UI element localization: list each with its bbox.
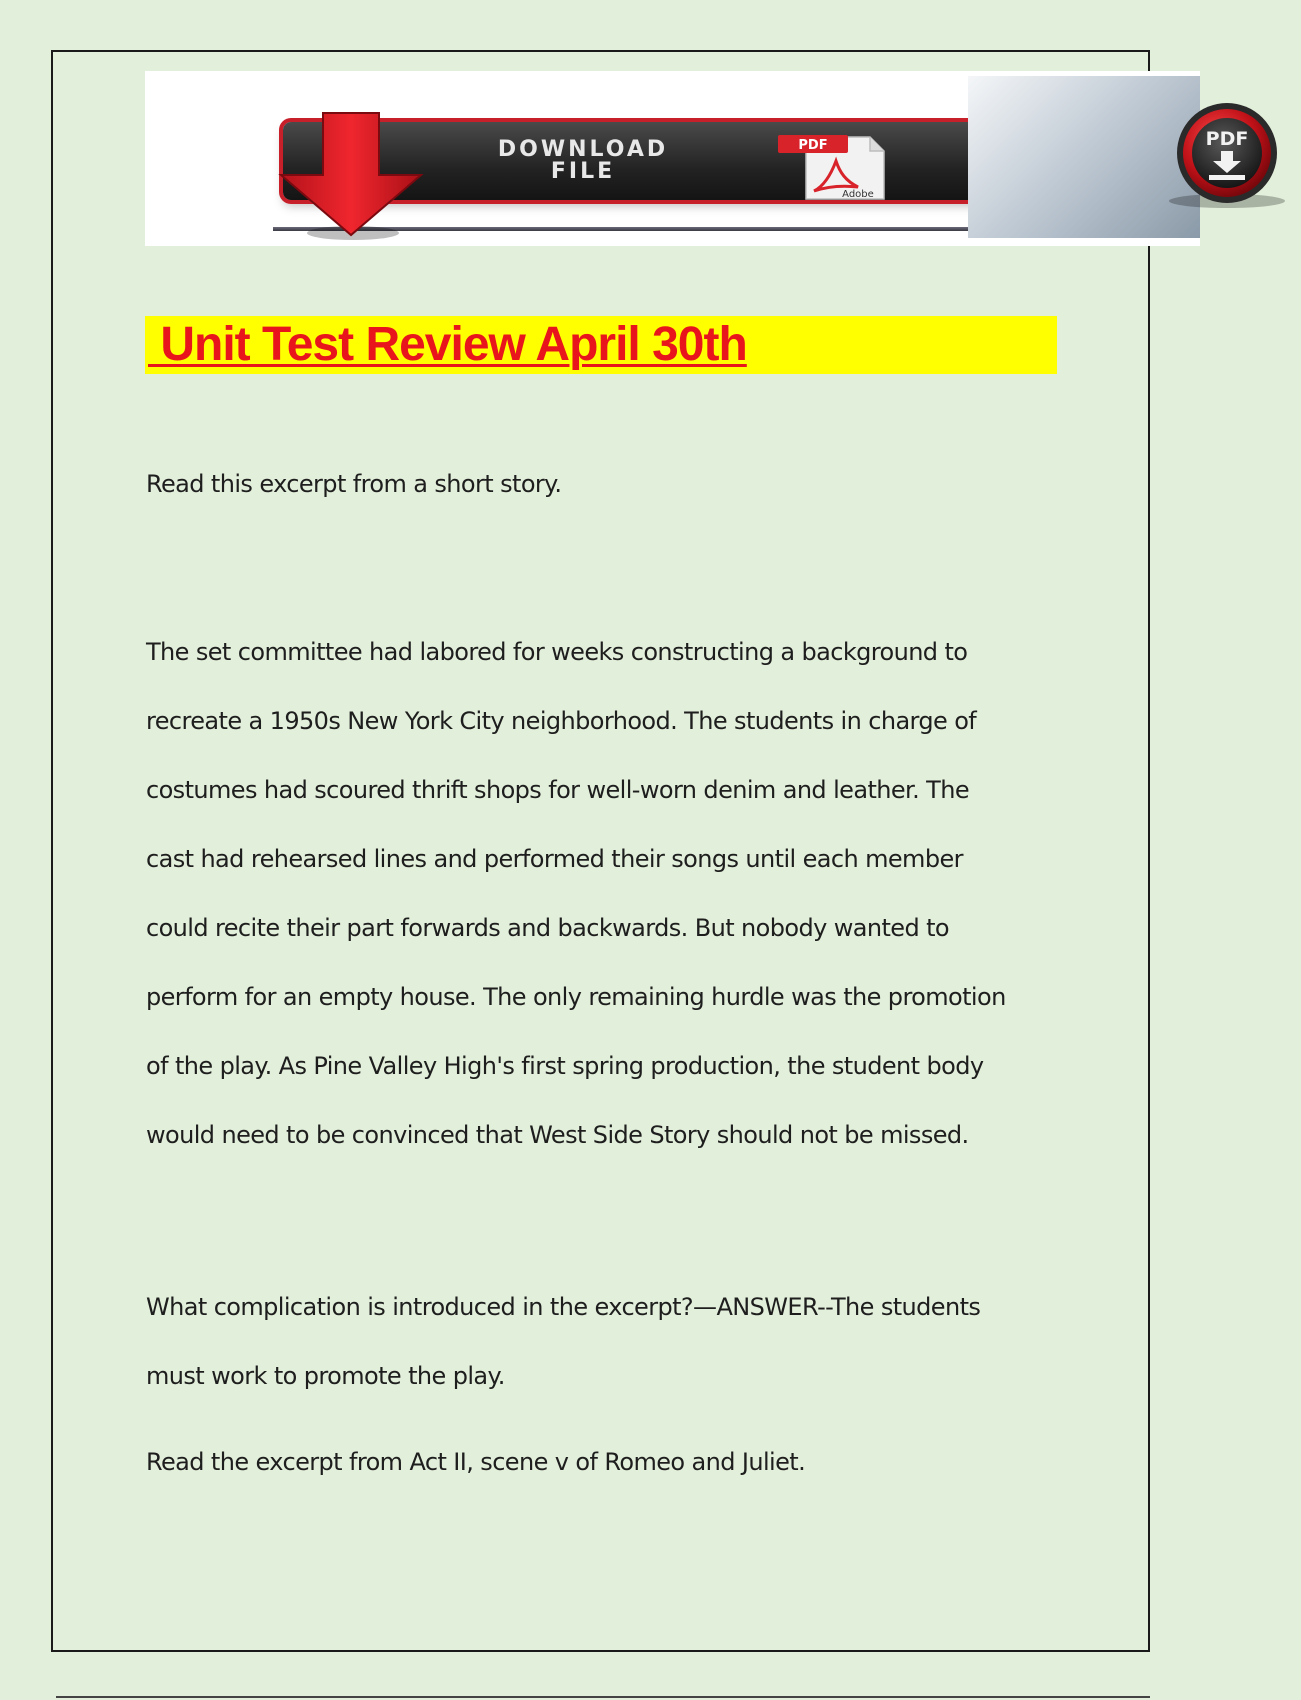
page-bottom-rule bbox=[56, 1696, 1150, 1698]
excerpt-line: would need to be convinced that West Side Story should not be missed. bbox=[146, 1121, 969, 1149]
adobe-pdf-document-icon bbox=[778, 133, 888, 203]
download-banner[interactable] bbox=[145, 71, 1249, 246]
pdf-download-icon[interactable] bbox=[1151, 101, 1301, 211]
excerpt-line: The set committee had labored for weeks constructing a background to bbox=[146, 638, 968, 666]
download-file-label: DOWNLOAD FILE bbox=[497, 137, 669, 184]
pdf-doc-brand: Adobe bbox=[842, 189, 874, 200]
excerpt-line: costumes had scoured thrift shops for well-worn denim and leather. The bbox=[146, 776, 969, 804]
pdf-circle-label: PDF bbox=[1205, 128, 1249, 150]
excerpt-line: recreate a 1950s New York City neighborhood. The students in charge of bbox=[146, 707, 977, 735]
story-excerpt bbox=[146, 618, 1066, 1170]
excerpt-line: of the play. As Pine Valley High's first spring production, the student body bbox=[146, 1052, 984, 1080]
excerpt-line: perform for an empty house. The only remaining hurdle was the promotion bbox=[146, 983, 1006, 1011]
excerpt-line: could recite their part forwards and backwards. But nobody wanted to bbox=[146, 914, 950, 942]
question-answer bbox=[146, 1273, 1066, 1411]
answer-line: must work to promote the play. bbox=[146, 1362, 505, 1390]
pdf-doc-tag: PDF bbox=[798, 138, 828, 153]
excerpt-line: cast had rehearsed lines and performed their songs until each member bbox=[146, 845, 963, 873]
intro-instruction: Read this excerpt from a short story. bbox=[146, 470, 562, 498]
next-question-prompt: Read the excerpt from Act II, scene v of Romeo and Juliet. bbox=[146, 1448, 806, 1476]
question-line: What complication is introduced in the excerpt?—ANSWER--The students bbox=[146, 1293, 981, 1321]
download-arrow-icon bbox=[275, 113, 425, 243]
page-title: Unit Test Review April 30th bbox=[148, 318, 747, 371]
